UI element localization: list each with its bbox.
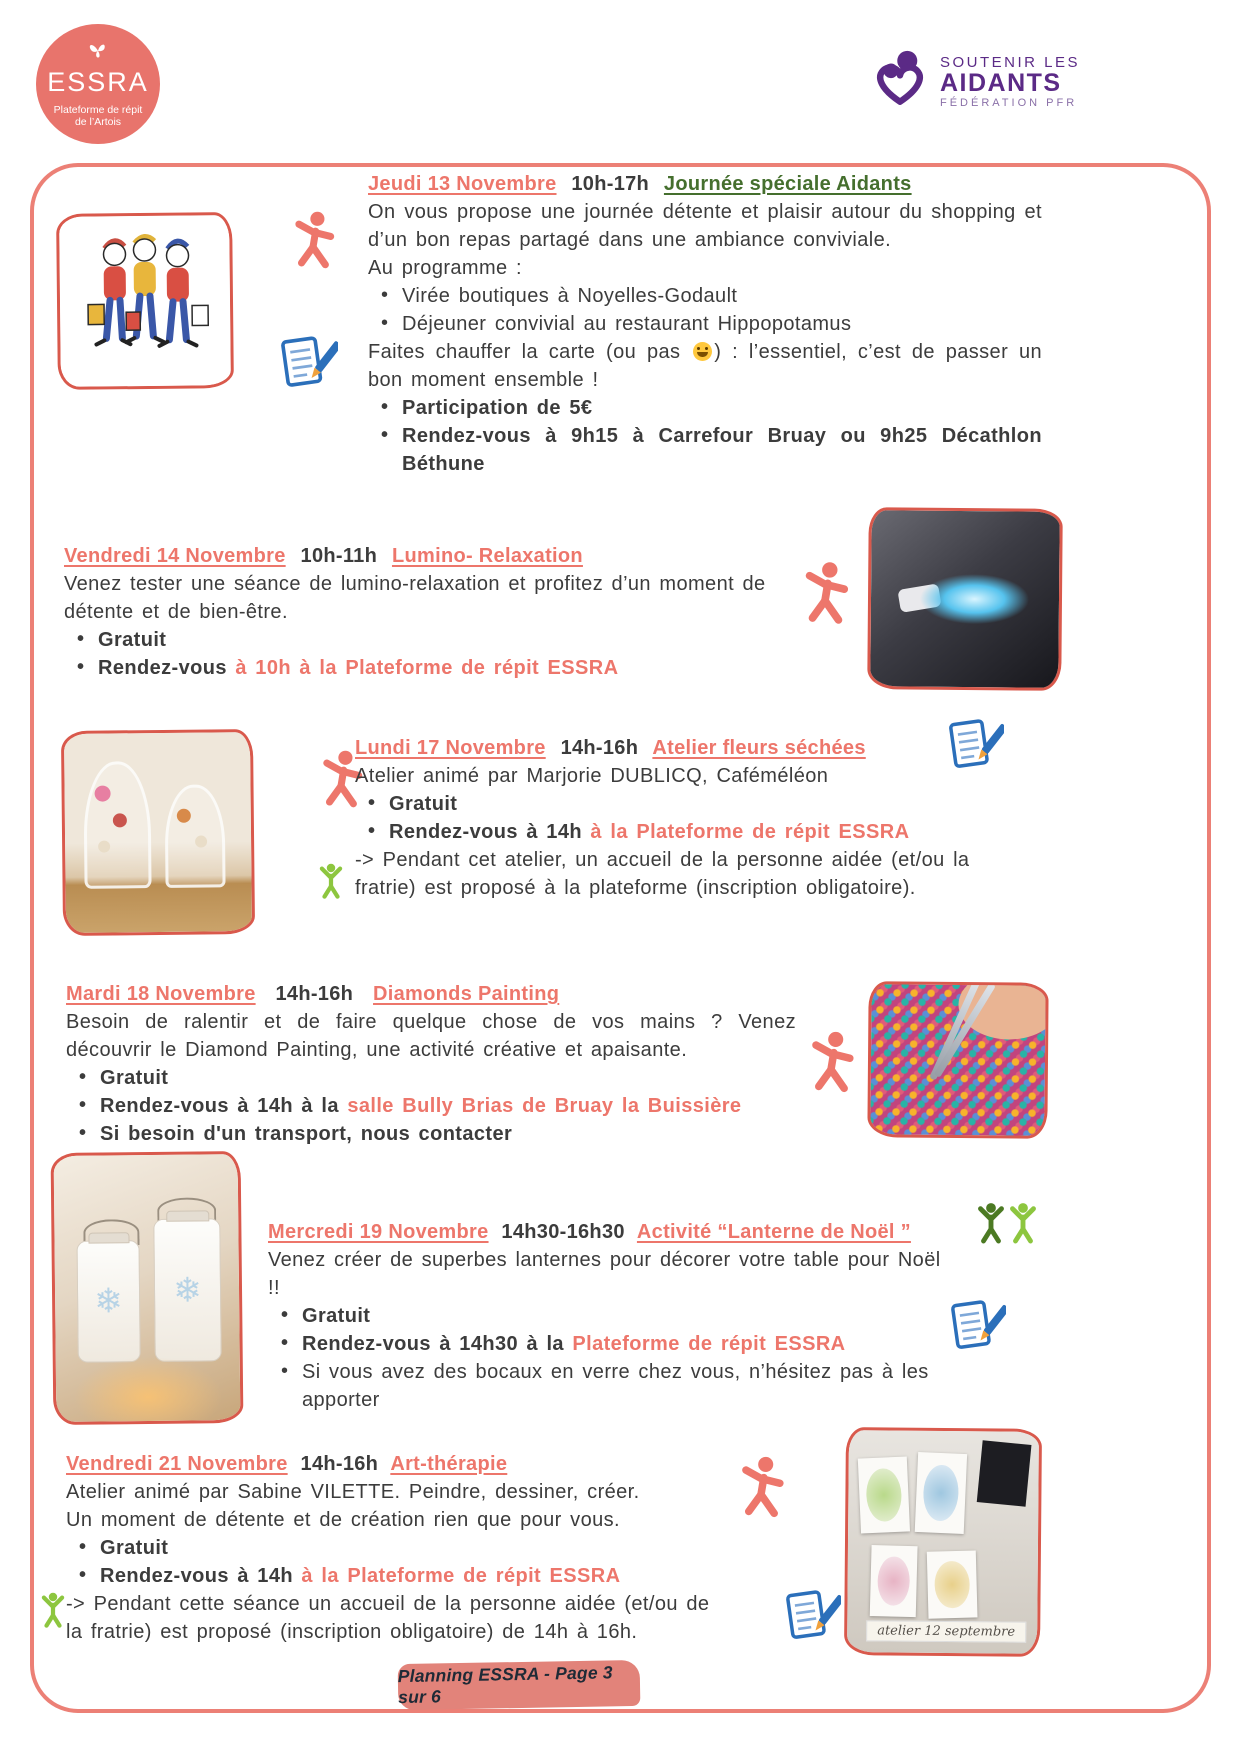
event-paragraph: Faites chauffer la carte (ou pas ) : l’essentiel, c’est de passer un bon moment ensemble ! [368,341,1042,391]
event-heading [268,1218,952,1246]
event-heading [66,980,796,1008]
event-date: Lundi 17 Novembre [355,737,546,759]
lumino-photo [870,510,1060,688]
event-paragraph: Un moment de détente et de création rien que pour vous. [66,1509,620,1531]
event-heading [368,170,1042,198]
photo-lanternes [51,1151,244,1425]
event-vendredi-14-novembre [64,542,792,682]
event-time: 14h-16h [275,983,354,1005]
event-bullet: • Rendez-vous à 10h à la Plateforme de répit ESSRA [64,654,792,682]
event-paragraph: Venez créer de superbes lanternes pour décorer votre table pour Noël !! [268,1249,941,1299]
notepad-pencil-icon [280,330,338,399]
photo-caption: atelier 12 septembre [866,1620,1026,1642]
person-icon [806,1030,856,1099]
grinning-emoji [693,342,712,361]
notepad-pencil-icon [785,1582,841,1653]
event-time: 14h30-16h30 [501,1221,625,1243]
child-person-icon [318,862,344,905]
event-date: Vendredi 21 Novembre [66,1453,288,1475]
event-bullet: • Rendez-vous à 14h à la salle Bully Brias de Bruay la Buissière [66,1092,796,1120]
event-bullet: • Gratuit [64,626,792,654]
essra-logo [36,24,160,144]
event-time: 10h-11h [300,545,378,567]
page-footer-label: Planning ESSRA - Page 3 sur 6 [397,1662,613,1708]
event-title: Diamonds Painting [373,983,560,1005]
event-bullet: • Rendez-vous à 14h30 à la Plateforme de répit ESSRA [268,1330,952,1358]
event-bullet: • Participation de 5€ [368,394,1042,422]
event-jeudi-13-novembre [368,170,1042,478]
partner-logo-line2: AIDANTS [940,69,1062,97]
event-time: 14h-16h [300,1453,379,1475]
event-bullet: • Si besoin d'un transport, nous contacter [66,1120,796,1148]
event-bullet: • Virée boutiques à Noyelles-Godault [368,282,1042,310]
photo-shopping-sketch [56,212,234,390]
essra-logo-acronym: ESSRA [47,67,149,97]
heart-people-icon [870,48,930,115]
art-therapy-photo [847,1430,1039,1654]
event-bullet: • Gratuit [355,790,1013,818]
event-date: Jeudi 13 Novembre [368,173,557,195]
essra-logo-subtitle: Plateforme de répit de l’Artois [53,104,143,128]
butterfly-icon [88,40,108,65]
event-paragraph: Venez tester une séance de lumino-relaxation et profitez d’un moment de détente et de bien-être. [64,573,766,623]
event-heading [66,1450,710,1478]
event-date: Mercredi 19 Novembre [268,1221,489,1243]
page-footer-badge [398,1660,641,1710]
event-lundi-17-novembre [355,734,1013,902]
event-paragraph: Besoin de ralentir et de faire quelque chose de vos mains ? Venez découvrir le Diamond Painting, une activité créative et apaisante. [66,1011,796,1061]
event-bullet: • Rendez-vous à 9h15 à Carrefour Bruay ou 9h25 Décathlon Béthune [368,422,1042,478]
event-bullet: • Rendez-vous à 14h à la Plateforme de répit ESSRA [66,1562,710,1590]
photo-diamond-painting [867,981,1048,1139]
event-paragraph: Au programme : [368,257,522,279]
event-title: Journée spéciale Aidants [663,173,912,195]
event-bullet: • Rendez-vous à 14h à la Plateforme de répit ESSRA [355,818,1013,846]
event-title: Activité “Lanterne de Noël ” [636,1221,911,1243]
partner-logo [870,48,1080,115]
event-heading [355,734,1013,762]
event-mardi-18-novembre [66,980,796,1148]
child-person-icon [40,1590,66,1635]
event-bullet: • Déjeuner convivial au restaurant Hippopotamus [368,310,1042,338]
diamond-painting-photo [870,984,1045,1136]
notepad-pencil-icon [948,712,1004,781]
event-title: Atelier fleurs séchées [652,737,866,759]
event-bullet: • Si vous avez des bocaux en verre chez vous, n’hésitez pas à les apporter [268,1358,952,1414]
partner-logo-line1: SOUTENIR LES [940,54,1081,71]
event-paragraph: On vous propose une journée détente et plaisir autour du shopping et d’un bon repas partagé dans une ambiance conviviale. [368,201,1042,251]
event-bullet: • Gratuit [66,1064,796,1092]
event-heading [64,542,792,570]
event-mercredi-19-novembre [268,1218,952,1414]
person-icon [290,210,336,275]
shopping-illustration [59,215,231,387]
event-date: Mardi 18 Novembre [66,983,256,1005]
event-bullet: • Gratuit [268,1302,952,1330]
event-time: 14h-16h [560,737,639,759]
event-vendredi-21-novembre [66,1450,710,1646]
partner-logo-line3: FÉDÉRATION PFR [940,97,1078,109]
person-icon [736,1455,786,1524]
event-note: -> Pendant cet atelier, un accueil de la personne aidée (et/ou la fratrie) est proposé à la plateforme (inscription obligatoire). [355,849,970,899]
event-bullet: • Gratuit [66,1534,710,1562]
partner-logo-text [940,54,1080,109]
photo-art-therapie [844,1427,1042,1657]
event-note: -> Pendant cette séance un accueil de la personne aidée (et/ou de la fratrie) est proposé (inscription obligatoire) de 14h à 16h. [66,1593,710,1643]
event-title: Art-thérapie [390,1453,508,1475]
photo-fleurs-sechees [61,729,255,936]
event-paragraph: Atelier animé par Sabine VILETTE. Peindre, dessiner, créer. [66,1481,640,1503]
two-people-icon [976,1200,1038,1246]
flowers-photo [64,732,252,933]
notepad-pencil-icon [950,1292,1006,1363]
event-time: 10h-17h [571,173,650,195]
event-paragraph: Atelier animé par Marjorie DUBLICQ, Caféméléon [355,765,829,787]
event-title: Lumino- Relaxation [391,545,583,567]
photo-lumino-relaxation [867,507,1063,691]
person-icon [800,560,850,631]
event-date: Vendredi 14 Novembre [64,545,286,567]
lantern-photo [54,1154,241,1422]
